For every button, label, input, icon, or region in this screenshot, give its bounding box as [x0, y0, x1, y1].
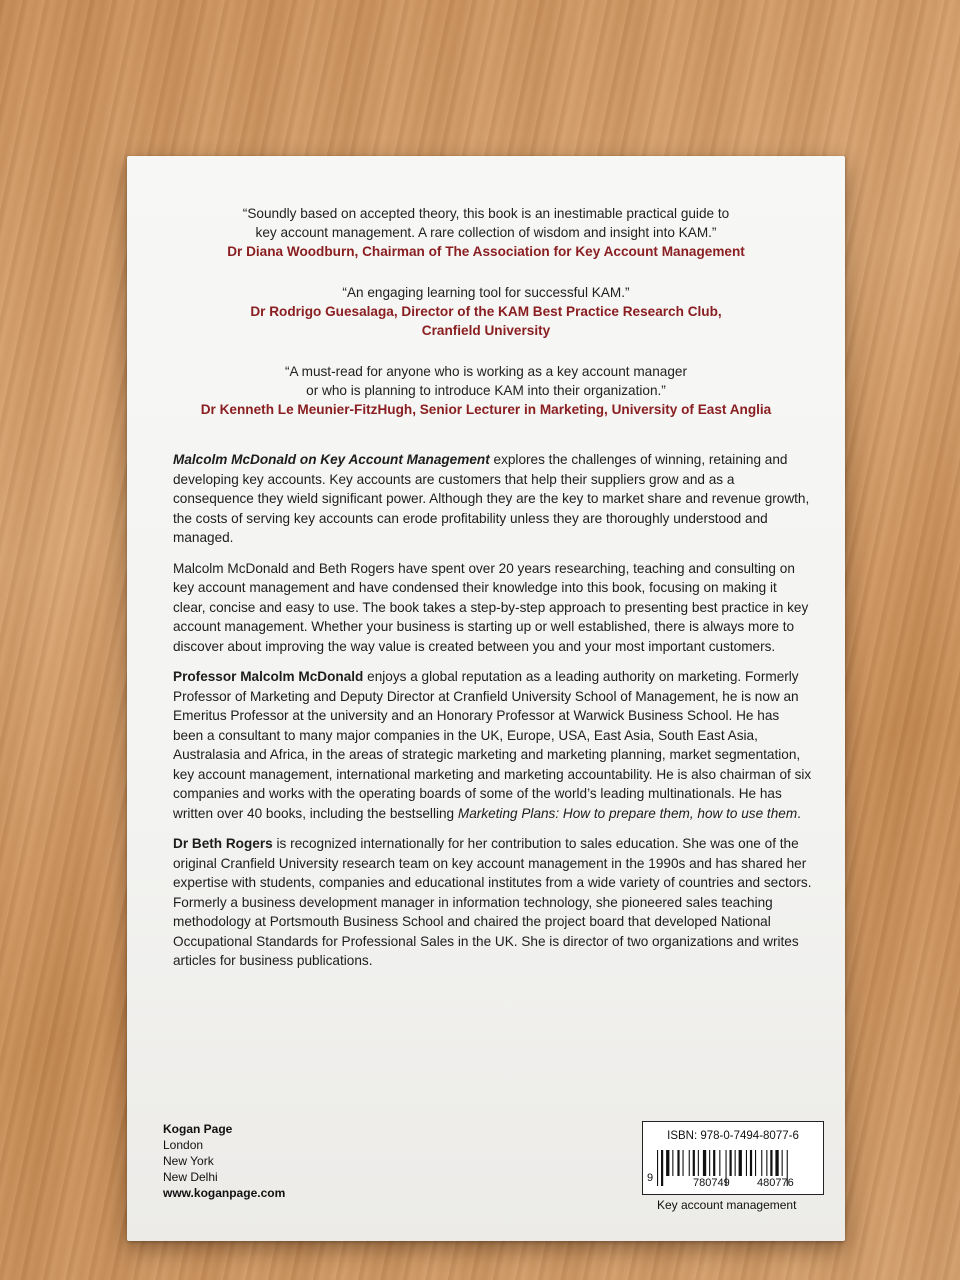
isbn-text: ISBN: 978-0-7494-8077-6 — [667, 1130, 799, 1142]
publisher-url: www.koganpage.com — [163, 1186, 286, 1200]
barcode-box — [642, 1121, 824, 1195]
barcode-bar — [709, 1150, 710, 1176]
book-back-cover — [127, 156, 845, 1241]
paragraph-text: is recognized internationally for her contribution to sales education. She was one of the original Cranfield University research team on key account management in the 1990s and has shared her expertise with students, companies and educational institutes from a wide variety of countries and sectors. Formerly a business development manager in information technology, she pioneered sales teaching methodology at Portsmouth Business School and chaired the project board that developed National Occupational Standards for Professional Sales in the UK. She is director of two organizations and writes articles for business publications. — [173, 836, 812, 968]
quote-line: key account management. A rare collection of wisdom and insight into KAM.” — [255, 225, 717, 240]
barcode-bar — [739, 1150, 742, 1176]
barcode-bar — [719, 1150, 720, 1176]
endorsement-quote — [127, 362, 845, 419]
barcode-bar — [730, 1150, 732, 1176]
barcode-bar — [761, 1150, 762, 1176]
barcode-bar — [782, 1150, 783, 1176]
quote-attribution: Dr Rodrigo Guesalaga, Director of the KAM Best Practice Research Club, — [250, 304, 722, 319]
author-name: Dr Beth Rogers — [173, 836, 273, 851]
author-name: Professor Malcolm McDonald — [173, 669, 364, 684]
book-title-inline: Malcolm McDonald on Key Account Management — [173, 452, 490, 467]
description-paragraph: Malcolm McDonald and Beth Rogers have spent over 20 years researching, teaching and consulting on key account management and have condensed their knowledge into this book, focusing on making it clear, concise and easy to use. The book takes a step-by-step approach to presenting best practice in key account management. Whether your business is starting up or well established, there is always more to discover about improving the way value is created between you and your most important customers. — [173, 560, 809, 654]
publisher-city: London — [163, 1138, 204, 1152]
barcode-bar — [689, 1150, 690, 1176]
barcode-bar — [661, 1150, 663, 1186]
barcode-bar — [703, 1150, 706, 1176]
barcode-bar — [746, 1150, 747, 1176]
publisher-name: Kogan Page — [163, 1122, 233, 1136]
barcode-group-digits: 480776 — [757, 1177, 794, 1188]
author-bio-rogers — [173, 834, 813, 971]
barcode-bar — [677, 1150, 679, 1176]
barcode-bar — [750, 1150, 752, 1176]
quote-attribution: Dr Kenneth Le Meunier-FitzHugh, Senior Lecturer in Marketing, University of East Anglia — [200, 402, 772, 417]
barcode-bar — [755, 1150, 756, 1176]
quote-line: “An engaging learning tool for successful KAM.” — [342, 285, 630, 300]
endorsement-quotes — [127, 204, 845, 441]
barcode-bar — [672, 1150, 673, 1176]
barcode-bar — [735, 1150, 736, 1176]
barcode-bar — [770, 1150, 772, 1176]
publisher-city: New Delhi — [163, 1170, 218, 1184]
paragraph-text: explores the challenges of winning, retaining and developing key accounts. Key accounts are customers that help their suppliers grow and as a consequence they wield significant power. Although they are the key to market share and revenue growth, the costs of serving key accounts can erode profitability unless they are thoroughly understood and managed. — [173, 452, 810, 545]
publisher-city: New York — [163, 1154, 214, 1168]
barcode-bar — [698, 1150, 699, 1176]
quote-attribution: Dr Diana Woodburn, Chairman of The Association for Key Account Management — [227, 244, 745, 259]
quote-attribution: Cranfield University — [421, 323, 551, 338]
barcode-bars — [657, 1150, 812, 1188]
paragraph-text: enjoys a global reputation as a leading authority on marketing. Formerly Professor of Marketing and Deputy Director at Cranfield University School of Management, he is now an Emeritus Professor at the university and an Honorary Professor at Warwick Business School. He has been a consultant to many major companies in the UK, Europe, USA, East Asia, South East Asia, Australasia and Africa, in the areas of strategic marketing and marketing planning, market segmentation, key account management, international marketing and marketing accountability. He is also chairman of six companies and works with the operating boards of some of the world’s leading multinationals. He has written over 40 books, including the bestselling — [173, 669, 812, 821]
endorsement-quote — [127, 204, 845, 261]
paragraph-text: . — [797, 805, 801, 821]
publisher-block — [163, 1121, 285, 1201]
book-title-inline: Marketing Plans: How to prepare them, how to use them — [457, 805, 798, 821]
book-category: Key account management — [657, 1198, 797, 1212]
quote-line: “Soundly based on accepted theory, this book is an inestimable practical guide to — [242, 206, 730, 221]
author-bio-mcdonald — [173, 667, 813, 823]
quote-line: or who is planning to introduce KAM into their organization.” — [306, 383, 666, 398]
quote-line: “A must-read for anyone who is working as a key account manager — [285, 364, 687, 379]
barcode-bar — [775, 1150, 778, 1176]
description-paragraph — [173, 450, 813, 548]
barcode-group-digits: 780749 — [693, 1177, 730, 1188]
barcode-bar — [666, 1150, 669, 1176]
barcode-bar — [657, 1150, 658, 1186]
barcode-bar — [713, 1150, 715, 1176]
barcode-bar — [766, 1150, 767, 1176]
endorsement-quote — [127, 283, 845, 340]
barcode-lead-digit: 9 — [647, 1172, 654, 1184]
barcode-bar — [683, 1150, 684, 1176]
barcode-bar — [693, 1150, 695, 1176]
book-description — [173, 450, 813, 982]
